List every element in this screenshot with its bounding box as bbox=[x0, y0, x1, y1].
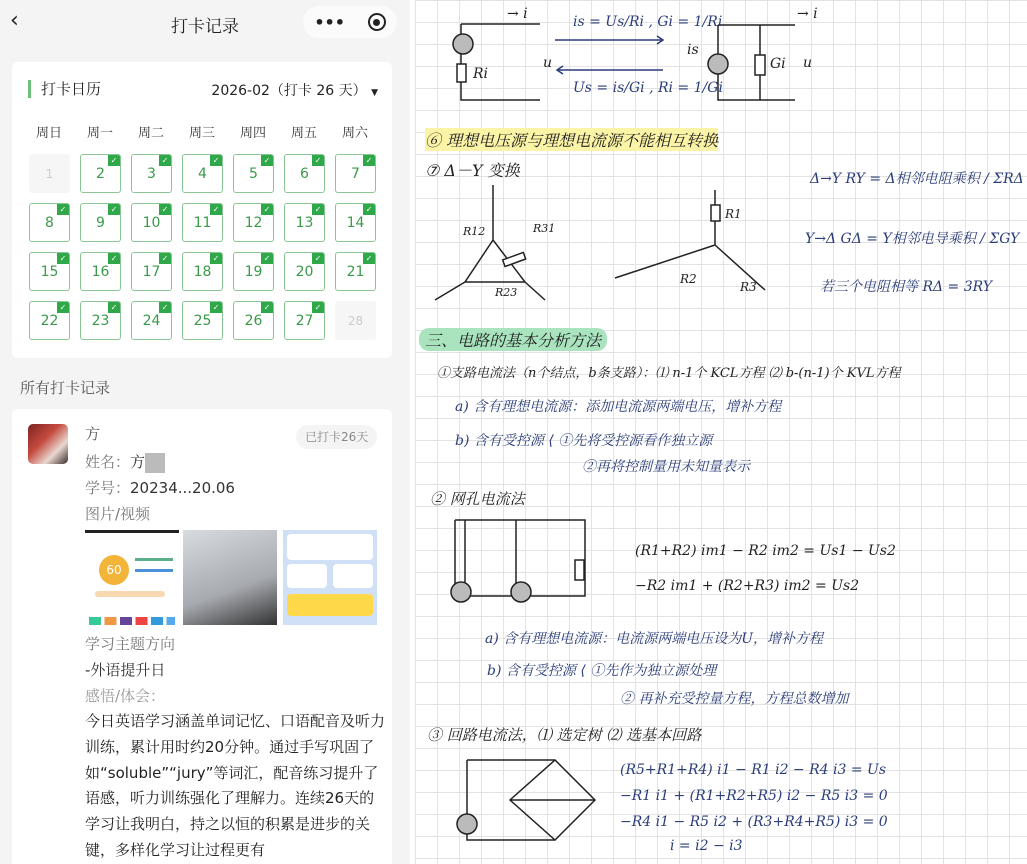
equation: Δ→Y RY = Δ相邻电阻乘积 / ΣRΔ bbox=[810, 171, 1024, 187]
note-line: b) 含有受控源 ⟨ ①先作为独立源处理 bbox=[487, 663, 717, 679]
calendar-day[interactable] bbox=[335, 203, 376, 242]
day-number: 19 bbox=[244, 263, 263, 280]
check-icon: ✓ bbox=[57, 302, 69, 313]
weekday-label: 周二 bbox=[137, 126, 164, 141]
check-icon: ✓ bbox=[363, 204, 375, 215]
day-number: 17 bbox=[142, 263, 161, 280]
day-number: 22 bbox=[40, 312, 59, 329]
calendar-title: 打卡日历 bbox=[28, 80, 101, 98]
label: R1 bbox=[725, 207, 742, 221]
calendar-day[interactable] bbox=[80, 154, 121, 193]
calendar-day[interactable] bbox=[29, 154, 70, 193]
equation: −R1 i1 + (R1+R2+R5) i2 − R5 i3 = 0 bbox=[620, 788, 888, 804]
check-icon: ✓ bbox=[57, 253, 69, 264]
calendar-day[interactable] bbox=[182, 203, 223, 242]
day-number: 10 bbox=[142, 214, 161, 231]
feel-text: 今日英语学习涵盖单词记忆、口语配音及听力训练，累计用时约20分钟。通过手写巩固了如“soluble”“jury”等词汇，配音练习提升了语感，听力训练强化了理解力。连续26天的学习让我明白，持之以恒的积累是进步的关键，多样化学习让过程更有 bbox=[85, 712, 386, 859]
check-icon: ✓ bbox=[261, 302, 273, 313]
day-number: 28 bbox=[347, 313, 364, 328]
section-title: 所有打卡记录 bbox=[20, 379, 111, 397]
month-label: 2026-02（打卡 26 天） bbox=[211, 83, 367, 99]
note-line: a) 含有理想电流源：添加电流源两端电压，增补方程 bbox=[455, 399, 782, 415]
miniprogram-capsule bbox=[303, 6, 397, 38]
media-thumbnail[interactable] bbox=[183, 530, 277, 625]
calendar-day[interactable] bbox=[131, 154, 172, 193]
weekday-label: 周五 bbox=[290, 126, 317, 141]
name-label: 姓名： bbox=[85, 453, 131, 471]
equation: Us = is/Gi , Ri = 1/Gi bbox=[573, 80, 723, 96]
note-line: ②再将控制量用未知量表示 bbox=[582, 459, 750, 475]
calendar-day[interactable] bbox=[29, 301, 70, 340]
calendar-day[interactable] bbox=[182, 154, 223, 193]
equation: is = Us/Ri , Gi = 1/Ri bbox=[573, 14, 723, 30]
label: R2 bbox=[680, 272, 697, 286]
check-icon: ✓ bbox=[159, 155, 171, 166]
equation: (R5+R1+R4) i1 − R1 i2 − R4 i3 = Us bbox=[620, 762, 887, 778]
calendar-day[interactable] bbox=[284, 203, 325, 242]
heading: ⑦ Δ－Y 变换 bbox=[425, 161, 520, 180]
check-icon: ✓ bbox=[57, 204, 69, 215]
calendar-day[interactable] bbox=[182, 301, 223, 340]
check-icon: ✓ bbox=[312, 253, 324, 264]
equation: −R2 im1 + (R2+R3) im2 = Us2 bbox=[635, 578, 860, 594]
check-icon: ✓ bbox=[108, 302, 120, 313]
calendar-day[interactable] bbox=[233, 203, 274, 242]
weekday-label: 周日 bbox=[35, 126, 62, 141]
back-icon[interactable]: ‹ bbox=[10, 8, 19, 33]
nickname: 方 bbox=[85, 425, 101, 443]
equation: −R4 i1 − R5 i2 + (R3+R4+R5) i3 = 0 bbox=[620, 814, 888, 830]
calendar-day[interactable] bbox=[29, 252, 70, 291]
calendar-day[interactable] bbox=[80, 203, 121, 242]
day-number: 27 bbox=[295, 312, 314, 329]
label: → i bbox=[507, 6, 528, 22]
calendar-day[interactable] bbox=[131, 252, 172, 291]
equation: (R1+R2) im1 − R2 im2 = Us1 − Us2 bbox=[635, 543, 896, 559]
label: Ri bbox=[473, 66, 489, 82]
day-number: 8 bbox=[45, 214, 54, 231]
label: → i bbox=[797, 6, 818, 22]
label: u bbox=[803, 55, 813, 71]
check-icon: ✓ bbox=[210, 204, 222, 215]
calendar-card bbox=[12, 62, 392, 358]
feel-label: 感悟/体会： bbox=[85, 687, 166, 705]
day-number: 2 bbox=[96, 165, 105, 182]
day-number: 23 bbox=[91, 312, 110, 329]
topic-value: -外语提升日 bbox=[85, 661, 166, 679]
check-icon: ✓ bbox=[159, 302, 171, 313]
calendar-day[interactable] bbox=[233, 301, 274, 340]
check-icon: ✓ bbox=[210, 253, 222, 264]
media-thumbnail[interactable] bbox=[85, 530, 179, 625]
check-icon: ✓ bbox=[261, 253, 273, 264]
check-icon: ✓ bbox=[159, 253, 171, 264]
month-selector[interactable] bbox=[211, 80, 378, 100]
day-number: 11 bbox=[193, 214, 212, 231]
calendar-day[interactable] bbox=[233, 252, 274, 291]
check-icon: ✓ bbox=[312, 302, 324, 313]
check-icon: ✓ bbox=[261, 204, 273, 215]
calendar-day[interactable] bbox=[80, 301, 121, 340]
day-number: 5 bbox=[249, 165, 258, 182]
day-number: 20 bbox=[295, 263, 314, 280]
score-badge: 60 bbox=[99, 555, 129, 585]
handwritten-notes-image bbox=[415, 0, 1027, 864]
day-number: 9 bbox=[96, 214, 105, 231]
calendar-day[interactable] bbox=[131, 301, 172, 340]
heading: ③ 回路电流法，⑴ 选定树 ⑵ 选基本回路 bbox=[427, 726, 702, 744]
close-target-icon[interactable] bbox=[368, 13, 386, 31]
day-number: 18 bbox=[193, 263, 212, 280]
id-label: 学号： bbox=[85, 479, 131, 497]
day-number: 16 bbox=[91, 263, 110, 280]
label: R23 bbox=[495, 286, 518, 299]
day-number: 13 bbox=[295, 214, 314, 231]
weekday-label: 周六 bbox=[341, 126, 368, 141]
label: R3 bbox=[740, 280, 757, 294]
label: is bbox=[687, 42, 699, 58]
note-line: ①支路电流法（n个结点，b条支路）：⑴ n-1个 KCL方程 ⑵ b-(n-1)个 KVL方程 bbox=[437, 366, 901, 381]
day-number: 25 bbox=[193, 312, 212, 329]
media-thumbnail[interactable] bbox=[283, 530, 377, 625]
more-icon[interactable]: ••• bbox=[314, 12, 346, 32]
day-number: 21 bbox=[346, 263, 365, 280]
media-label: 图片/视频 bbox=[85, 505, 151, 523]
label: R12 bbox=[463, 225, 486, 238]
day-number: 1 bbox=[45, 166, 54, 181]
heading: 三、电路的基本分析方法 bbox=[419, 328, 607, 351]
checkin-app bbox=[0, 0, 410, 864]
check-icon: ✓ bbox=[312, 155, 324, 166]
heading: ⑥ 理想电压源与理想电流源不能相互转换 bbox=[425, 128, 718, 151]
label: R31 bbox=[533, 222, 556, 235]
day-number: 14 bbox=[346, 214, 365, 231]
id-value: 20234...20.06 bbox=[130, 479, 235, 497]
check-icon: ✓ bbox=[363, 253, 375, 264]
equation: 若三个电阻相等 RΔ = 3RY bbox=[820, 279, 992, 295]
calendar-day[interactable] bbox=[335, 252, 376, 291]
calendar-day[interactable] bbox=[182, 252, 223, 291]
avatar bbox=[28, 424, 68, 464]
check-icon: ✓ bbox=[108, 155, 120, 166]
day-number: 6 bbox=[300, 165, 309, 182]
check-icon: ✓ bbox=[312, 204, 324, 215]
day-number: 4 bbox=[198, 165, 207, 182]
day-number: 7 bbox=[351, 165, 360, 182]
check-icon: ✓ bbox=[108, 253, 120, 264]
note-line: ② 再补充受控量方程，方程总数增加 bbox=[620, 691, 849, 707]
weekday-label: 周一 bbox=[86, 126, 113, 141]
label: u bbox=[543, 55, 553, 71]
label: Gi bbox=[770, 56, 786, 72]
day-number: 12 bbox=[244, 214, 263, 231]
check-icon: ✓ bbox=[261, 155, 273, 166]
heading: ② 网孔电流法 bbox=[430, 490, 525, 508]
calendar-day[interactable] bbox=[284, 252, 325, 291]
check-icon: ✓ bbox=[210, 155, 222, 166]
calendar-day[interactable] bbox=[29, 203, 70, 242]
calendar-day[interactable] bbox=[335, 301, 376, 340]
name-value: 方 bbox=[130, 453, 146, 471]
calendar-day[interactable] bbox=[335, 154, 376, 193]
redaction bbox=[145, 453, 165, 473]
day-number: 26 bbox=[244, 312, 263, 329]
check-icon: ✓ bbox=[210, 302, 222, 313]
check-icon: ✓ bbox=[159, 204, 171, 215]
check-icon: ✓ bbox=[108, 204, 120, 215]
calendar-day[interactable] bbox=[131, 203, 172, 242]
check-icon: ✓ bbox=[363, 155, 375, 166]
calendar-day[interactable] bbox=[80, 252, 121, 291]
page-title: 打卡记录 bbox=[171, 17, 239, 37]
checkin-days-badge: 已打卡26天 bbox=[296, 425, 377, 449]
equation: Y→Δ GΔ = Y相邻电导乘积 / ΣGY bbox=[805, 231, 1020, 247]
calendar-day[interactable] bbox=[284, 154, 325, 193]
topic-label: 学习主题方向 bbox=[85, 635, 176, 653]
note-line: b) 含有受控源 ⟨ ①先将受控源看作独立源 bbox=[455, 433, 713, 449]
dropdown-icon: ▼ bbox=[371, 88, 378, 98]
weekday-label: 周三 bbox=[188, 126, 215, 141]
nav-bar bbox=[0, 0, 410, 48]
calendar-day[interactable] bbox=[284, 301, 325, 340]
note-line: a) 含有理想电流源：电流源两端电压设为U，增补方程 bbox=[485, 631, 824, 647]
day-number: 24 bbox=[142, 312, 161, 329]
day-number: 15 bbox=[40, 263, 59, 280]
weekday-label: 周四 bbox=[239, 126, 266, 141]
equation: i = i2 − i3 bbox=[670, 838, 743, 854]
calendar-day[interactable] bbox=[233, 154, 274, 193]
day-number: 3 bbox=[147, 165, 156, 182]
